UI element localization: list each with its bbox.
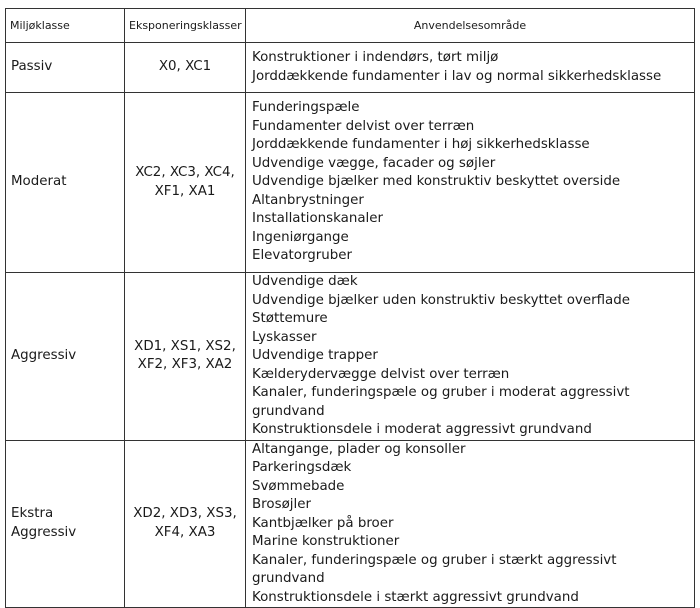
- anvendelse-item: Konstruktionsdele i moderat aggressivt grundvand: [252, 422, 592, 437]
- anvendelse-list: [252, 49, 688, 86]
- anvendelse-item: Kanaler, funderingspæle og gruber i moderat aggressivt grundvand: [252, 385, 630, 419]
- klasse-line: Ekstra: [11, 506, 54, 522]
- anvendelse-item: Svømmebade: [252, 478, 345, 494]
- eksponering-line: XD2, XD3, XS3,: [133, 506, 237, 522]
- klasse-line: Passiv: [11, 59, 53, 75]
- anvendelse-item: Ingeniørgange: [252, 229, 349, 245]
- table-body: [6, 43, 695, 608]
- anvendelse-item: Brosøjler: [252, 497, 311, 512]
- eksponering-line: XF4, XA3: [154, 524, 216, 540]
- header-anvendelsesomraade: Anvendelsesområde: [246, 9, 695, 43]
- eksponering-cell: [125, 273, 246, 441]
- klasse-cell: [6, 273, 125, 441]
- anvendelse-item: Udvendige vægge, facader og søjler: [252, 155, 496, 171]
- table-row: [6, 273, 695, 441]
- eksponering-line: X0, XC1: [158, 59, 212, 75]
- anvendelse-item: Udvendige bjælker med konstruktiv beskyttet overside: [252, 174, 621, 190]
- environment-class-table: [5, 8, 695, 608]
- klasse-line: Aggressiv: [11, 348, 77, 363]
- anvendelse-list: [252, 441, 688, 608]
- anvendelse-item: Funderingspæle: [252, 100, 360, 116]
- eksponering-line: XC2, XC3, XC4,: [135, 165, 235, 180]
- anvendelse-cell: [246, 440, 695, 608]
- eksponering-cell: [125, 43, 246, 93]
- header-row: [6, 9, 695, 43]
- eksponering-cell: [125, 93, 246, 273]
- anvendelse-item: Kælderydervægge delvist over terræn: [252, 366, 510, 382]
- klasse-cell: [6, 440, 125, 608]
- anvendelse-item: Marine konstruktioner: [252, 534, 400, 549]
- anvendelse-item: Udvendige dæk: [252, 274, 358, 289]
- eksponering-line: XD1, XS1, XS2,: [134, 338, 236, 354]
- anvendelse-item: Elevatorgruber: [252, 248, 352, 264]
- anvendelse-item: Lyskasser: [252, 329, 317, 345]
- eksponering-line: XF2, XF3, XA2: [137, 357, 233, 373]
- klasse-line: Moderat: [11, 174, 67, 190]
- anvendelse-item: Konstruktionsdele i stærkt aggressivt grundvand: [252, 589, 579, 605]
- table-row: [6, 43, 695, 93]
- anvendelse-item: Jorddækkende fundamenter i lav og normal sikkerhedsklasse: [252, 68, 662, 84]
- anvendelse-item: Installationskanaler: [252, 211, 384, 227]
- anvendelse-item: Udvendige bjælker uden konstruktiv beskyttet overflade: [252, 292, 630, 308]
- eksponering-line: XF1, XA1: [154, 183, 216, 199]
- anvendelse-item: Konstruktioner i indendørs, tørt miljø: [252, 50, 499, 65]
- anvendelse-item: Kanaler, funderingspæle og gruber i stærkt aggressivt grundvand: [252, 552, 617, 586]
- anvendelse-item: Støttemure: [252, 311, 328, 326]
- anvendelse-cell: [246, 93, 695, 273]
- anvendelse-item: Kantbjælker på broer: [252, 515, 394, 531]
- anvendelse-cell: [246, 273, 695, 441]
- anvendelse-item: Udvendige trapper: [252, 348, 378, 363]
- klasse-cell: [6, 43, 125, 93]
- anvendelse-item: Parkeringsdæk: [252, 460, 352, 475]
- anvendelse-list: [252, 99, 688, 266]
- table-row: [6, 440, 695, 608]
- anvendelse-list: [252, 273, 688, 440]
- table-row: [6, 93, 695, 273]
- header-eksponeringsklasser: Eksponeringsklasser: [125, 9, 246, 43]
- anvendelse-item: Jorddækkende fundamenter i høj sikkerhedsklasse: [252, 137, 590, 153]
- table-header: [6, 9, 695, 43]
- header-miljoeklasse: Miljøklasse: [6, 9, 125, 43]
- klasse-line: Aggressiv: [11, 524, 77, 540]
- anvendelse-item: Altanbrystninger: [252, 192, 364, 208]
- klasse-cell: [6, 93, 125, 273]
- anvendelse-item: Fundamenter delvist over terræn: [252, 118, 475, 134]
- eksponering-cell: [125, 440, 246, 608]
- anvendelse-item: Altangange, plader og konsoller: [252, 441, 466, 457]
- anvendelse-cell: [246, 43, 695, 93]
